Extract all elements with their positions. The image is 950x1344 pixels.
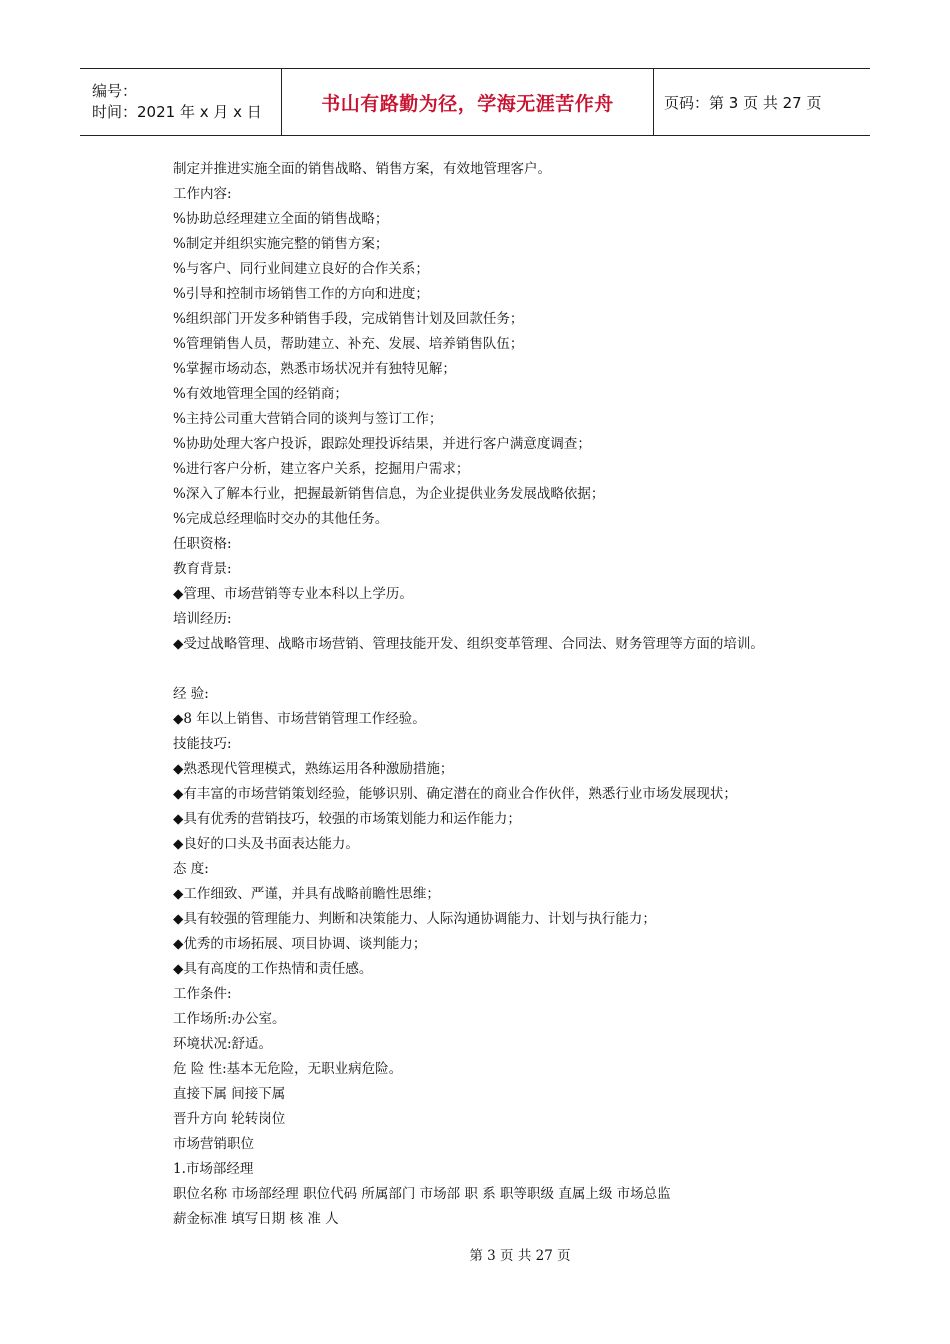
body-line: ◆具有较强的管理能力、判断和决策能力、人际沟通协调能力、计划与执行能力； xyxy=(173,911,656,927)
body-line: %掌握市场动态，熟悉市场状况并有独特见解； xyxy=(173,361,456,377)
body-line: %与客户、同行业间建立良好的合作关系； xyxy=(173,261,429,277)
document-number-label: 编号： xyxy=(92,82,138,100)
body-line: 工作条件: xyxy=(173,986,232,1002)
body-line: %管理销售人员，帮助建立、补充、发展、培养销售队伍； xyxy=(173,336,524,352)
body-line: 经 验: xyxy=(173,686,209,702)
body-line: ◆受过战略管理、战略市场营销、管理技能开发、组织变革管理、合同法、财务管理等方面的培训。 xyxy=(173,636,764,652)
body-line: %主持公司重大营销合同的谈判与签订工作； xyxy=(173,411,443,427)
body-line: ◆熟悉现代管理模式，熟练运用各种激励措施； xyxy=(173,761,454,777)
body-line: %引导和控制市场销售工作的方向和进度； xyxy=(173,286,429,302)
body-line: %有效地管理全国的经销商； xyxy=(173,386,348,402)
body-line: 技能技巧: xyxy=(173,736,232,752)
body-line: %组织部门开发多种销售手段，完成销售计划及回款任务； xyxy=(173,311,524,327)
body-line: ◆有丰富的市场营销策划经验，能够识别、确定潜在的商业合作伙伴，熟悉行业市场发展现状； xyxy=(173,786,737,802)
header-page-info: 页码：第 3 页 共 27 页 xyxy=(664,93,822,112)
body-line: 态 度: xyxy=(173,861,209,877)
body-line: 危 险 性:基本无危险，无职业病危险。 xyxy=(173,1061,403,1077)
body-line: 培训经历: xyxy=(173,611,232,627)
document-date: 时间：2021 年 x 月 x 日 xyxy=(92,103,262,121)
body-line: 晋升方向 轮转岗位 xyxy=(173,1111,286,1127)
body-line: 工作场所:办公室。 xyxy=(173,1011,286,1027)
body-line: ◆管理、市场营销等专业本科以上学历。 xyxy=(173,586,413,602)
body-line: 直接下属 间接下属 xyxy=(173,1086,286,1102)
header-motto: 书山有路勤为径，学海无涯苦作舟 xyxy=(321,92,614,115)
body-line: %制定并组织实施完整的销售方案； xyxy=(173,236,389,252)
body-line: 环境状况:舒适。 xyxy=(173,1036,273,1052)
body-line: ◆8 年以上销售、市场营销管理工作经验。 xyxy=(173,711,426,727)
body-line: 薪金标准 填写日期 核 准 人 xyxy=(173,1211,339,1227)
body-section-requirements xyxy=(173,682,853,1232)
body-line: ◆具有高度的工作热情和责任感。 xyxy=(173,961,373,977)
body-line: ◆良好的口头及书面表达能力。 xyxy=(173,836,359,852)
page-footer: 第 3 页 共 27 页 xyxy=(469,1248,571,1264)
body-line: 职位名称 市场部经理 职位代码 所属部门 市场部 职 系 职等职级 直属上级 市场总监 xyxy=(173,1186,671,1202)
body-line: %协助总经理建立全面的销售战略； xyxy=(173,211,389,227)
paragraph-gap xyxy=(173,657,853,682)
body-line: 市场营销职位 xyxy=(173,1136,254,1152)
body-line: ◆具有优秀的营销技巧，较强的市场策划能力和运作能力； xyxy=(173,811,521,827)
body-line: ◆工作细致、严谨，并具有战略前瞻性思维； xyxy=(173,886,440,902)
body-line: %深入了解本行业，把握最新销售信息，为企业提供业务发展战略依据； xyxy=(173,486,605,502)
body-line: 工作内容: xyxy=(173,186,232,202)
body-line: %完成总经理临时交办的其他任务。 xyxy=(173,511,389,527)
document-body xyxy=(173,157,853,1232)
body-line: ◆优秀的市场拓展、项目协调、谈判能力； xyxy=(173,936,427,952)
body-line: %协助处理大客户投诉，跟踪处理投诉结果，并进行客户满意度调查； xyxy=(173,436,591,452)
header-page-info-cell xyxy=(654,69,870,135)
header-meta xyxy=(80,69,282,135)
page-header xyxy=(80,68,870,136)
body-line: 1.市场部经理 xyxy=(173,1161,254,1177)
body-line: %进行客户分析，建立客户关系，挖掘用户需求； xyxy=(173,461,470,477)
header-motto-cell xyxy=(282,69,654,135)
body-section-duties xyxy=(173,157,853,657)
body-line: 制定并推进实施全面的销售战略、销售方案，有效地管理客户。 xyxy=(173,161,551,177)
body-line: 教育背景: xyxy=(173,561,232,577)
body-line: 任职资格: xyxy=(173,536,232,552)
